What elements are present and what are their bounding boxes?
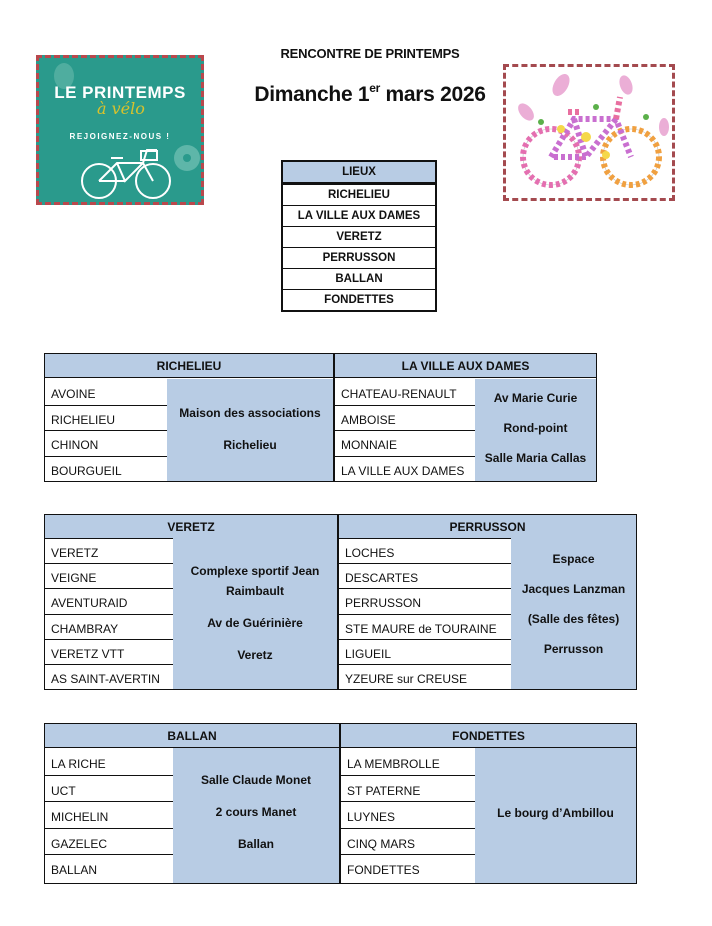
title-date: mars 2026 [380,83,486,106]
bicycle-icon [82,150,170,198]
club-row: BALLAN [51,863,98,878]
venue-line: Espace [552,552,595,566]
club-row: LOCHES [339,539,511,564]
club-row: FONDETTES [347,863,420,878]
club-row: CHAMBRAY [45,615,173,640]
club-row: LA VILLE AUX DAMES [341,463,465,478]
venue-line: Salle Maria Callas [484,451,587,465]
club-row: PERRUSSON [339,589,511,614]
venue-line: Rond-point [503,421,568,435]
group-table-5 [44,723,340,884]
venue-line: Complexe sportif Jean [190,564,320,578]
logo-line-2: à vélo [97,99,145,118]
venue-line: Av de Guérinière [207,616,303,630]
club-row: ST PATERNE [341,776,475,803]
logo-line-1: LE PRINTEMPS [54,83,186,102]
venue-line: Veretz [237,648,273,662]
group-table-2 [334,353,597,482]
lieux-item: RICHELIEU [282,184,436,206]
event-date-title [200,83,540,107]
logo-line-3: REJOIGNEZ-NOUS ! [69,132,171,141]
club-row: RICHELIEU [45,406,167,432]
club-row: UCT [45,776,173,803]
venue-line: Jacques Lanzman [521,582,626,596]
club-row: DESCARTES [339,564,511,589]
club-row: LUYNES [341,802,475,829]
venue-line: Ballan [237,837,274,851]
venue-line: Salle Claude Monet [200,773,312,787]
club-row: AVENTURAID [45,589,173,614]
club-row: STE MAURE de TOURAINE [339,615,511,640]
lieux-item: BALLAN [282,269,436,290]
club-row: VERETZ VTT [45,640,173,665]
club-row: VERETZ [45,539,173,564]
venue-cell [475,748,636,883]
venue-line: Le bourg d’Ambillou [497,806,614,820]
venue-line: (Salle des fêtes) [527,612,620,626]
group-table-4 [338,514,637,690]
club-row: VEIGNE [45,564,173,589]
lieux-header: LIEUX [282,161,436,184]
club-row: CINQ MARS [341,829,475,856]
venue-line: Raimbault [225,584,284,598]
flower-bicycle-image [503,64,675,201]
venue-line: Maison des associations [179,406,321,420]
club-row: CHINON [45,431,167,457]
venue-line: 2 cours Manet [215,805,297,819]
group-header: LA VILLE AUX DAMES [335,354,596,378]
group-header: FONDETTES [341,724,636,748]
lieux-item: PERRUSSON [282,248,436,269]
event-subtitle: RENCONTRE DE PRINTEMPS [280,46,460,61]
lieux-item: FONDETTES [282,290,436,312]
venue-cell [173,748,339,883]
club-row: AVOINE [45,380,167,406]
group-header: BALLAN [45,724,339,748]
venue-cell [167,379,333,481]
lieux-item: LA VILLE AUX DAMES [282,206,436,227]
club-row: GAZELEC [45,829,173,856]
group-header: VERETZ [45,515,337,539]
printemps-a-velo-logo [36,55,204,205]
group-table-3 [44,514,338,690]
club-row: AS SAINT-AVERTIN [51,672,160,686]
lieux-table [281,160,437,312]
venue-cell [511,538,636,689]
group-header: PERRUSSON [339,515,636,539]
club-row: LIGUEIL [339,640,511,665]
venue-line: Richelieu [223,438,277,452]
venue-line: Av Marie Curie [493,391,578,405]
title-day: Dimanche 1 [254,83,370,106]
flower-bicycle-icon [506,67,672,198]
club-row: LA MEMBROLLE [341,749,475,776]
club-row: MICHELIN [45,802,173,829]
group-header: RICHELIEU [45,354,333,378]
lieux-item: VERETZ [282,227,436,248]
group-table-6 [340,723,637,884]
venue-line: Perrusson [543,642,604,656]
group-table-1 [44,353,334,482]
club-row: LA RICHE [45,749,173,776]
venue-cell [475,379,596,481]
club-row: CHATEAU-RENAULT [335,380,475,406]
club-row: YZEURE sur CREUSE [345,672,468,686]
club-row: BOURGUEIL [51,463,122,478]
venue-cell [173,538,337,689]
title-ordinal: er [369,81,381,95]
club-row: MONNAIE [335,431,475,457]
club-row: AMBOISE [335,406,475,432]
